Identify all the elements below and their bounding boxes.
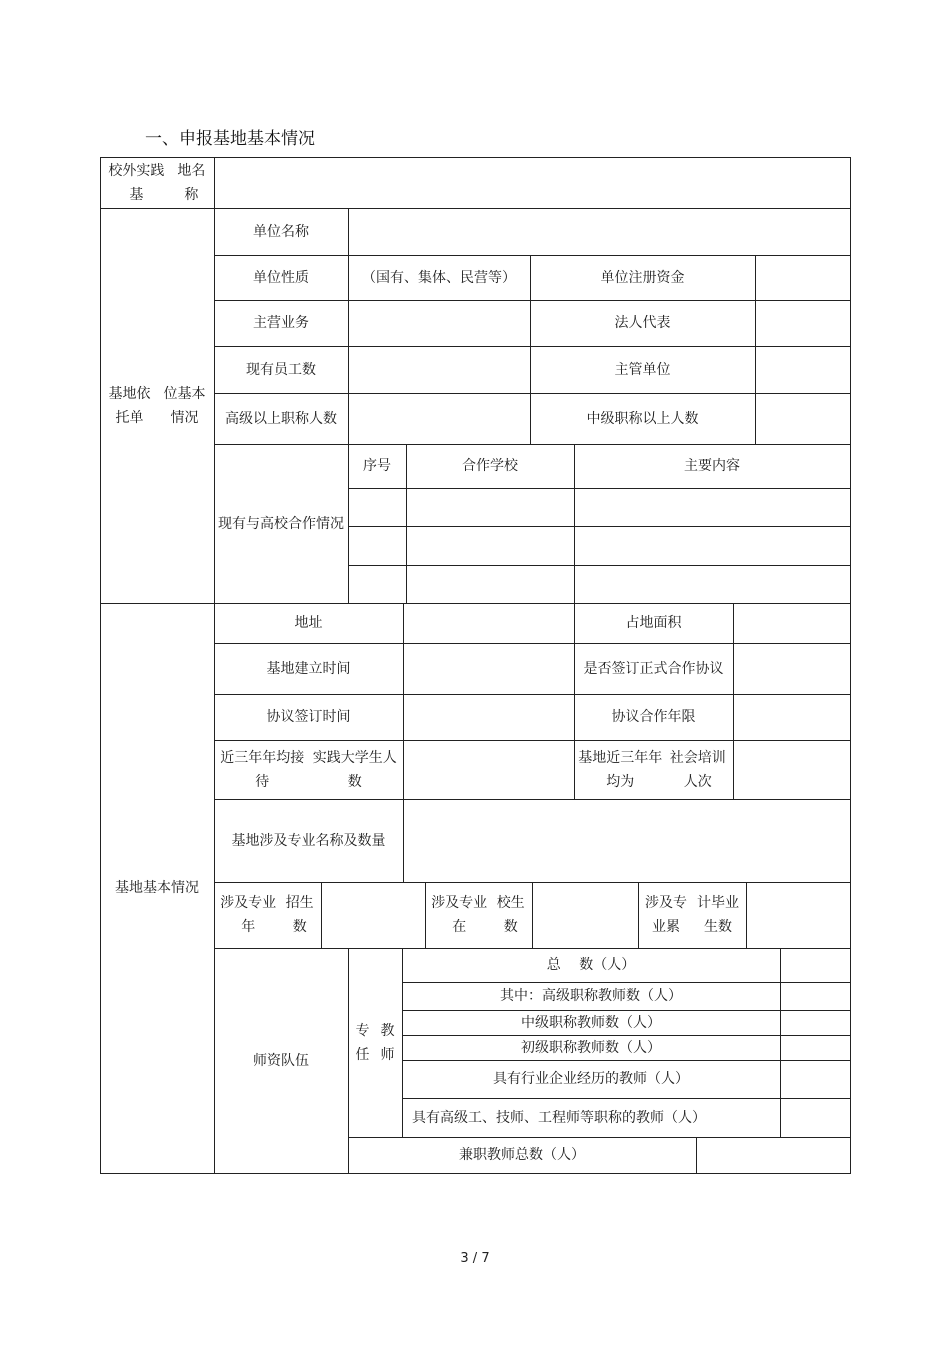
area-label: 占地面积 — [625, 615, 682, 631]
formal-agreement-label: 是否签订正式合作 协议 — [583, 660, 724, 677]
table-rule — [100, 1173, 851, 1174]
parttime-label: 兼职教师总数（人） — [459, 1147, 585, 1163]
majors-label: 基地涉及专业名称 及数量 — [231, 832, 386, 849]
industry-exp-label: 具有行业企业经历的教师（人） — [493, 1071, 689, 1087]
senior-teachers-value[interactable] — [780, 982, 850, 1010]
area-value[interactable] — [733, 603, 850, 643]
parttime-value[interactable] — [696, 1137, 850, 1173]
established-value[interactable] — [403, 643, 574, 694]
coop-column-header: 序号 — [363, 458, 391, 474]
unit-info-label: 基地依托单 位基本情况 — [108, 385, 206, 426]
supervisor-value[interactable] — [755, 346, 850, 393]
unit-name-label: 单位名称 — [253, 223, 309, 240]
address-value[interactable] — [403, 603, 574, 643]
supervisor-label: 主管单位 — [614, 361, 671, 378]
agreement-date-value[interactable] — [403, 694, 574, 740]
coop-years-label: 协议合作年限 — [611, 709, 696, 725]
legal-rep-value[interactable] — [755, 300, 850, 346]
table-rule — [348, 526, 851, 527]
avg-training-value[interactable] — [733, 740, 850, 799]
junior-teachers-label: 初级职称教师数（人） — [521, 1039, 661, 1056]
agreement-date-label: 协议签订时间 — [266, 709, 351, 725]
address-label: 地址 — [294, 615, 323, 631]
section-title: 一、申报基地基本情况 — [145, 129, 315, 149]
graduates-label: 涉及专业累 计毕业生数 — [645, 895, 739, 935]
registered-capital-value[interactable] — [755, 255, 850, 300]
avg-students-value[interactable] — [403, 740, 574, 799]
table-rule — [850, 157, 851, 1174]
avg-training-label: 基地近三年年均为 社会培训人次 — [578, 749, 726, 790]
mid-title-count-value[interactable] — [755, 393, 850, 444]
coop-years-value[interactable] — [733, 694, 850, 740]
avg-students-label: 近三年年均接待 实践大学生人数 — [220, 749, 397, 790]
unit-nature-hint[interactable]: （国有、集体、民营等） — [362, 269, 516, 286]
senior-title-count-label: 高级以上职称 人数 — [225, 410, 337, 427]
coop-column-header: 合作学校 — [462, 458, 518, 474]
base-name-value[interactable] — [214, 157, 850, 208]
engineer-titles-value[interactable] — [780, 1098, 850, 1137]
staff-count-value[interactable] — [348, 346, 530, 393]
senior-title-count-value[interactable] — [348, 393, 530, 444]
annual-enroll-value[interactable] — [321, 882, 425, 948]
unit-nature-label: 单位性质 — [253, 269, 309, 286]
base-name-label: 校外实践基 地名称 — [108, 162, 206, 203]
base-info-label: 基地基本情 况 — [115, 880, 199, 896]
faculty-label: 师资队伍 — [253, 1052, 309, 1069]
mid-teachers-value[interactable] — [780, 1010, 850, 1035]
table-rule — [348, 565, 851, 566]
coop-status-label: 现有与高校合 作情况 — [218, 515, 344, 532]
industry-exp-value[interactable] — [780, 1060, 850, 1098]
registered-capital-label: 单位注册资金 — [600, 269, 685, 286]
enrolled-value[interactable] — [532, 882, 638, 948]
engineer-titles-label: 具有高级工、技师、工程师等职称的教师（人） — [412, 1109, 706, 1126]
enrolled-label: 涉及专业在 校生数 — [431, 895, 525, 935]
mid-title-count-label: 中级职称以上人数 — [586, 410, 699, 427]
staff-count-label: 现有员工数 — [246, 361, 316, 378]
majors-value[interactable] — [403, 799, 850, 882]
coop-column-header: 主要内容 — [684, 458, 740, 474]
senior-teachers-label: 其中：高级职称教师数（人） — [500, 988, 682, 1004]
main-business-label: 主营业务 — [253, 315, 309, 331]
legal-rep-label: 法人代表 — [614, 315, 671, 331]
unit-name-value[interactable] — [348, 208, 850, 255]
junior-teachers-value[interactable] — [780, 1035, 850, 1060]
formal-agreement-value[interactable] — [733, 643, 850, 694]
table-rule — [348, 488, 851, 489]
total-label: 总 数（人） — [546, 957, 636, 973]
graduates-value[interactable] — [746, 882, 850, 948]
page-number: 3 / 7 — [460, 1251, 490, 1266]
mid-teachers-label: 中级职称教师数（人） — [521, 1014, 661, 1031]
established-label: 基地建立时间 — [266, 660, 351, 677]
annual-enroll-label: 涉及专业年 招生数 — [220, 895, 314, 935]
main-business-value[interactable] — [348, 300, 530, 346]
fulltime-label: 专任 教师 — [355, 1022, 395, 1063]
total-value[interactable] — [780, 948, 850, 982]
